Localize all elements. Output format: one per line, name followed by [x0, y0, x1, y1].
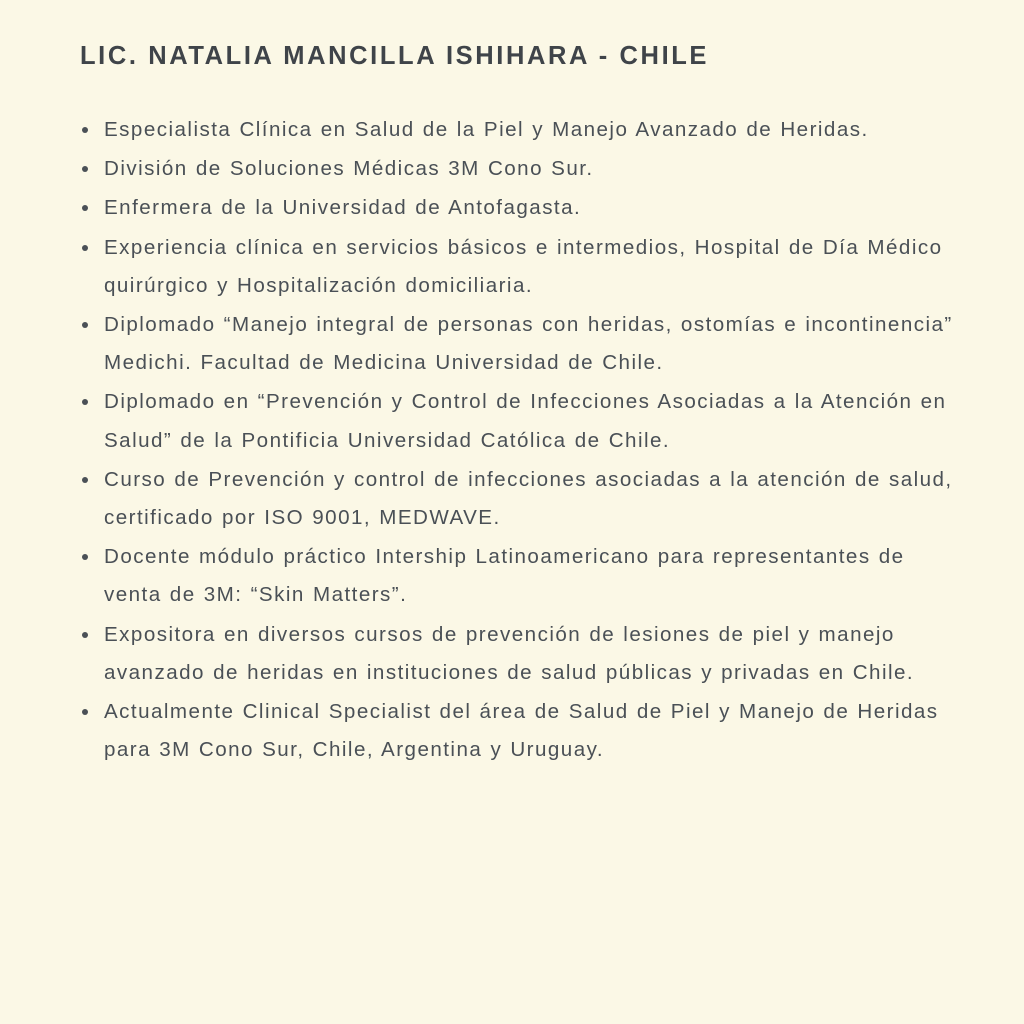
list-item — [78, 229, 964, 305]
list-item — [78, 150, 964, 188]
bullet-dot-icon — [82, 205, 88, 211]
list-item — [78, 306, 964, 382]
bullet-dot-icon — [82, 632, 88, 638]
list-item-text: Diplomado “Manejo integral de personas con heridas, ostomías e incontinencia” Medichi. Facultad de Medicina Universidad de Chile. — [104, 313, 953, 375]
bullet-dot-icon — [82, 554, 88, 560]
list-item-text: Curso de Prevención y control de infecciones asociadas a la atención de salud, certificado por ISO 9001, MEDWAVE. — [104, 467, 953, 530]
list-item-text: División de Soluciones Médicas 3M Cono Sur. — [104, 157, 594, 181]
list-item — [78, 616, 964, 692]
bullet-dot-icon — [82, 399, 88, 405]
credentials-list — [78, 111, 964, 769]
bullet-dot-icon — [82, 322, 88, 328]
list-item-text: Docente módulo práctico Intership Latinoamericano para representantes de venta de 3M: “Skin Matters”. — [104, 545, 905, 607]
bullet-dot-icon — [82, 127, 88, 133]
bullet-dot-icon — [82, 477, 88, 483]
list-item — [78, 189, 964, 227]
list-item — [78, 111, 964, 149]
list-item-text: Enfermera de la Universidad de Antofagasta. — [104, 196, 582, 220]
list-item — [78, 383, 964, 459]
list-item-text: Diplomado en “Prevención y Control de Infecciones Asociadas a la Atención en Salud” de la Pontificia Universidad Católica de Chile. — [104, 390, 947, 452]
bullet-dot-icon — [82, 709, 88, 715]
list-item-text: Experiencia clínica en servicios básicos e intermedios, Hospital de Día Médico quirúrgico y Hospitalización domiciliaria. — [104, 235, 943, 297]
list-item — [78, 538, 964, 614]
list-item — [78, 461, 964, 537]
bullet-dot-icon — [82, 245, 88, 251]
page-title: LIC. NATALIA MANCILLA ISHIHARA - CHILE — [80, 42, 710, 70]
list-item — [78, 693, 964, 769]
list-item-text: Expositora en diversos cursos de prevención de lesiones de piel y manejo avanzado de heridas en instituciones de salud públicas y privadas en Chile. — [104, 622, 915, 684]
list-item-text: Actualmente Clinical Specialist del área de Salud de Piel y Manejo de Heridas para 3M Cono Sur, Chile, Argentina y Uruguay. — [104, 700, 939, 762]
bullet-dot-icon — [82, 166, 88, 172]
list-item-text: Especialista Clínica en Salud de la Piel y Manejo Avanzado de Heridas. — [104, 118, 869, 141]
